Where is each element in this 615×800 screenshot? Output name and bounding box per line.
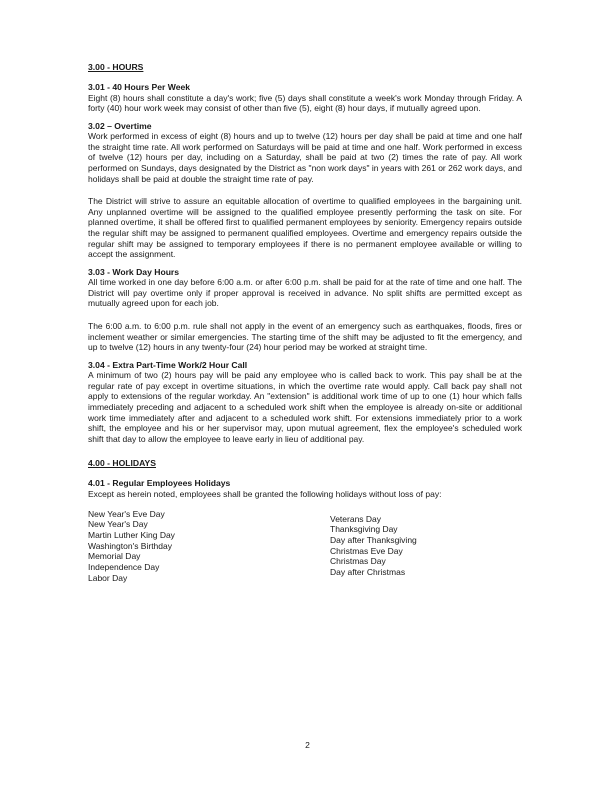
holiday-item: Thanksgiving Day: [330, 524, 398, 535]
subsection-title-4-01: 4.01 - Regular Employees Holidays: [88, 478, 231, 489]
holiday-item: Washington's Birthday: [88, 540, 172, 551]
page-number: 2: [305, 740, 310, 750]
paragraph-3-02-a: Work performed in excess of eight (8) hours and up to twelve (12) hours per day shall be paid at time and one half the straight time rate. All work performed on Saturdays will be paid at time and one half. Work performed in excess of twelve (12) hours per day, including on a Saturday, shall be paid at two (2) times the rate of pay. All work performed on Sundays, days designated by the District as "non work days" in years with 261 or 262 work days, and holidays shall be paid at double the straight time rate of pay.: [88, 131, 522, 184]
holiday-item: Labor Day: [88, 572, 128, 583]
section-heading-holidays: 4.00 - HOLIDAYS: [88, 458, 156, 469]
holiday-list: [88, 509, 522, 584]
holiday-item: New Year's Day: [88, 519, 148, 530]
paragraph-3-04: A minimum of two (2) hours pay will be paid any employee who is called back to work. This pay shall be at the regular rate of pay except in overtime situations, in which the overtime rate would apply. Call back pay shall not apply to extensions of the regular workday. An "extension" is additional work time of up to one (1) hour which falls immediately preceding and adjacent to a scheduled work shift when the employee is already on-site or additional work time immediately after and adjacent to a scheduled work shift. For extensions immediately prior to a work shift, the employee and his or her supervisor may, upon mutual agreement, flex the employee's scheduled work shift that day to allow the employee to leave early in lieu of additional pay.: [88, 370, 522, 444]
paragraph-3-03-b: The 6:00 a.m. to 6:00 p.m. rule shall not apply in the event of an emergency such as earthquakes, floods, fires or inclement weather or similar emergencies. The starting time of the shift may be adjusted to fit the emergency, and up to twelve (12) hours in any twenty-four (24) hour period may be worked at straight time.: [88, 321, 522, 353]
holiday-item: New Year's Eve Day: [88, 508, 165, 519]
section-heading-hours: 3.00 - HOURS: [88, 62, 144, 72]
holiday-item: Independence Day: [88, 562, 160, 573]
subsection-title-3-04: 3.04 - Extra Part-Time Work/2 Hour Call: [88, 359, 248, 370]
paragraph-3-03-a: All time worked in one day before 6:00 a.m. or after 6:00 p.m. shall be paid for at the rate of time and one half. The District will pay overtime only if proper approval is received in advance. No split shifts are permitted except as mutually agreed upon for each job.: [88, 277, 522, 309]
paragraph-4-01-intro: Except as herein noted, employees shall be granted the following holidays without loss of pay:: [88, 488, 442, 499]
holiday-item: Martin Luther King Day: [88, 529, 175, 540]
paragraph-3-02-b: The District will strive to assure an equitable allocation of overtime to qualified employees in the bargaining unit. Any unplanned overtime will be assigned to the qualified employee presently performing the task on site. For planned overtime, it shall be offered first to qualified permanent employees by seniority. Emergency repairs outside the regular shift may be assigned to permanent qualified employees. Overtime and emergency repairs outside the regular shift may be assigned to temporary employees if there is no permanent employee available or willing to accept the assignment.: [88, 196, 522, 260]
holiday-item: Memorial Day: [88, 551, 141, 562]
holiday-item: Veterans Day: [330, 513, 382, 524]
subsection-title-3-03: 3.03 - Work Day Hours: [88, 266, 180, 277]
holiday-item: Day after Thanksgiving: [330, 534, 417, 545]
subsection-title-3-02: 3.02 – Overtime: [88, 120, 152, 131]
paragraph-3-01: Eight (8) hours shall constitute a day's work; five (5) days shall constitute a week's work Monday through Friday. A forty (40) hour work week may consist of other than five (5), eight (8) hour days, if mutually agreed upon.: [88, 92, 522, 114]
page-content: [88, 62, 522, 583]
holiday-item: Christmas Eve Day: [330, 545, 403, 556]
subsection-title-3-01: 3.01 - 40 Hours Per Week: [88, 82, 191, 92]
holiday-list-right-column: [330, 509, 417, 584]
holiday-list-left-column: [88, 509, 330, 584]
holiday-item: Christmas Day: [330, 556, 386, 567]
holiday-item: Day after Christmas: [330, 567, 406, 578]
